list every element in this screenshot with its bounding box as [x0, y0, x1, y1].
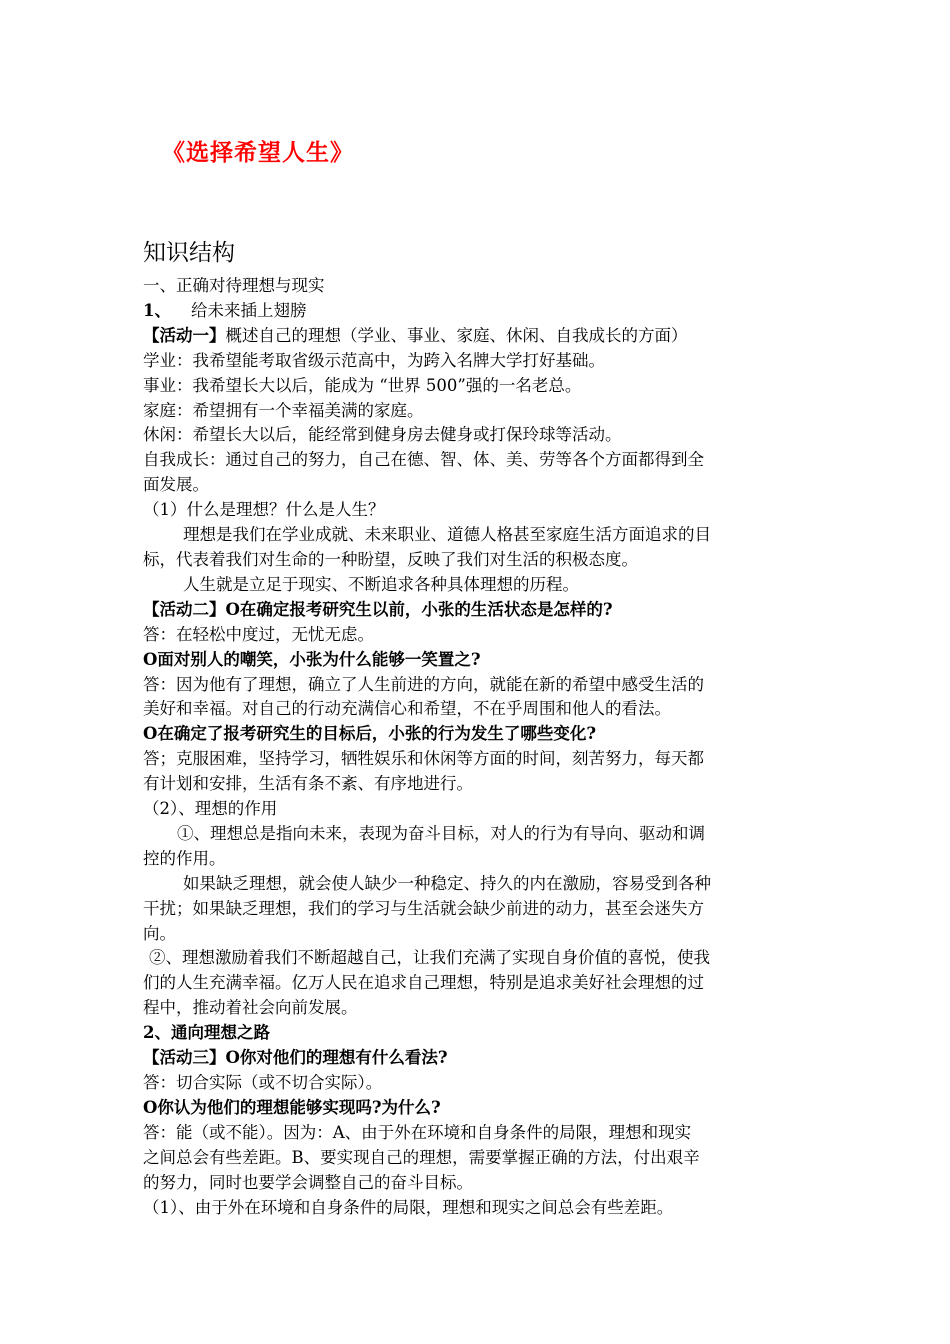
activity-tag: 【活动一】 — [143, 325, 226, 345]
paragraph-line: 干扰；如果缺乏理想，我们的学习与生活就会缺少前进的动力，甚至会迷失方 — [143, 898, 704, 918]
paragraph-line: 如果缺乏理想，就会使人缺少一种稳定、持久的内在激励，容易受到各种 — [183, 873, 711, 893]
document-title: 《选择希望人生》 — [162, 139, 354, 166]
activity-text: 概述自己的理想（学业、事业、家庭、休闲、自我成长的方面） — [225, 325, 688, 345]
paragraph — [143, 1046, 803, 1071]
paragraph-line: ①、理想总是指向未来，表现为奋斗目标，对人的行为有导向、驱动和调 — [177, 823, 705, 843]
paragraph-line: ②、理想激励着我们不断超越自己，让我们充满了实现自身价值的喜悦，使我 — [149, 948, 710, 968]
paragraph: 答：切合实际（或不切合实际）。 — [143, 1073, 383, 1092]
text: 我希望长大以后，能成为 “世界 500”强的一名老总。 — [192, 375, 582, 395]
activity-text: O你对他们的理想有什么看法? — [225, 1048, 448, 1068]
list-number: 1、 — [143, 300, 171, 320]
paragraph: O面对别人的嘲笑，小张为什么能够一笑置之? — [143, 649, 481, 669]
paragraph-line: 理想是我们在学业成就、未来职业、道德人格甚至家庭生活方面追求的目 — [183, 525, 711, 545]
paragraph: 答：在轻松中度过，无忧无虑。 — [143, 624, 374, 644]
paragraph-line: 美好和幸福。对自己的行动充满信心和希望，不在乎周围和他人的看法。 — [143, 699, 671, 719]
paragraph-line: 向。 — [143, 923, 176, 943]
paragraph-line: 答：因为他有了理想，确立了人生前进的方向，就能在新的希望中感受生活的 — [143, 674, 704, 694]
paragraph: （1）、由于外在环境和自身条件的局限，理想和现实之间总会有些差距。 — [143, 1197, 674, 1217]
paragraph-line: 之间总会有些差距。B、要实现自己的理想，需要掌握正确的方法，付出艰辛 — [143, 1147, 700, 1167]
paragraph-line: 标，代表着我们对生命的一种盼望，反映了我们对生活的积极态度。 — [143, 549, 638, 569]
list-text: 给未来插上翅膀 — [191, 300, 307, 320]
section-heading: 知识结构 — [143, 240, 235, 266]
paragraph — [143, 349, 803, 374]
paragraph: 一、正确对待理想与现实 — [143, 276, 325, 295]
paragraph-line: 答；克服困难，坚持学习，牺牲娱乐和休闲等方面的时间，刻苦努力，每天都 — [143, 749, 704, 769]
label: 事业： — [143, 375, 193, 395]
paragraph: （1）什么是理想？什么是人生？ — [143, 500, 385, 520]
paragraph: 家庭：希望拥有一个幸福美满的家庭。 — [143, 400, 424, 420]
activity-text: O在确定报考研究生以前，小张的生活状态是怎样的? — [225, 599, 613, 619]
paragraph: O你认为他们的理想能够实现吗?为什么? — [143, 1097, 441, 1117]
paragraph-line: 程中，推动着社会向前发展。 — [143, 998, 358, 1018]
paragraph-line: 有计划和安排，生活有条不紊、有序地进行。 — [143, 774, 473, 794]
paragraph: 2、通向理想之路 — [143, 1023, 270, 1043]
paragraph-line: 自我成长：通过自己的努力，自己在德、智、体、美、劳等各个方面都得到全 — [143, 450, 704, 470]
paragraph-line: 面发展。 — [143, 475, 209, 495]
label: 学业： — [143, 350, 193, 370]
paragraph — [143, 374, 803, 399]
paragraph: 人生就是立足于现实、不断追求各种具体理想的历程。 — [183, 574, 579, 594]
paragraph-line: 答：能（或不能）。因为：A、由于外在环境和自身条件的局限，理想和现实 — [143, 1122, 692, 1142]
paragraph: 休闲：希望长大以后，能经常到健身房去健身或打保玲球等活动。 — [143, 425, 622, 445]
paragraph — [143, 598, 803, 623]
paragraph — [143, 299, 803, 324]
paragraph: O在确定了报考研究生的目标后，小张的行为发生了哪些变化? — [143, 724, 597, 744]
paragraph — [143, 324, 803, 349]
text: 我希望能考取省级示范高中，为跨入名牌大学打好基础。 — [192, 350, 605, 370]
paragraph-line: 的努力，同时也要学会调整自己的奋斗目标。 — [143, 1172, 473, 1192]
paragraph-line: 控的作用。 — [143, 848, 226, 868]
paragraph: （2）、理想的作用 — [143, 799, 278, 819]
activity-tag: 【活动三】 — [143, 1048, 226, 1068]
activity-tag: 【活动二】 — [143, 599, 226, 619]
document-body — [143, 274, 803, 1220]
paragraph-line: 们的人生充满幸福。亿万人民在追求自己理想，特别是追求美好社会理想的过 — [143, 973, 704, 993]
